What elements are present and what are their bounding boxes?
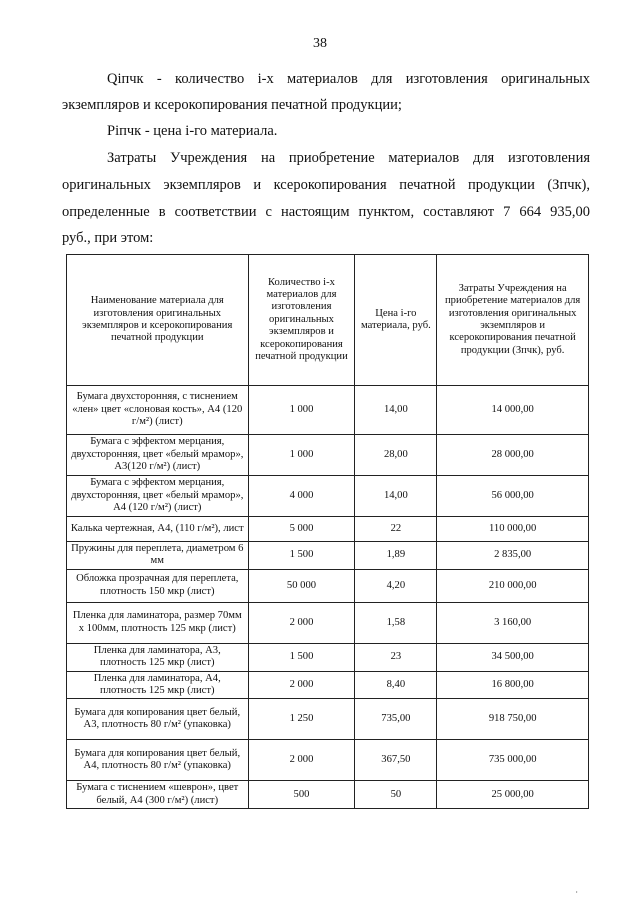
cell-material-name: Бумага с тиснением «шеврон», цвет белый, А4 (300 г/м²) (лист) bbox=[67, 781, 249, 809]
cell-cost: 34 500,00 bbox=[437, 643, 589, 671]
cell-material-name: Пленка для ламинатора, размер 70мм х 100мм, плотность 125 мкр (лист) bbox=[67, 602, 249, 643]
table-row bbox=[67, 602, 589, 643]
cell-quantity: 2 000 bbox=[248, 671, 355, 699]
table-row bbox=[67, 781, 589, 809]
cell-cost: 14 000,00 bbox=[437, 386, 589, 435]
cell-cost: 3 160,00 bbox=[437, 602, 589, 643]
cell-quantity: 1 250 bbox=[248, 699, 355, 740]
table-row bbox=[67, 476, 589, 517]
cell-price: 14,00 bbox=[355, 386, 437, 435]
cell-price: 28,00 bbox=[355, 435, 437, 476]
cell-price: 1,89 bbox=[355, 542, 437, 570]
table-row bbox=[67, 740, 589, 781]
table-header-row bbox=[67, 255, 589, 386]
cell-cost: 735 000,00 bbox=[437, 740, 589, 781]
cell-quantity: 50 000 bbox=[248, 569, 355, 602]
cell-price: 50 bbox=[355, 781, 437, 809]
table-row bbox=[67, 435, 589, 476]
cell-material-name: Пружины для переплета, диаметром 6 мм bbox=[67, 542, 249, 570]
cell-material-name: Обложка прозрачная для переплета, плотность 150 мкр (лист) bbox=[67, 569, 249, 602]
cell-material-name: Бумага для копирования цвет белый, А3, плотность 80 г/м² (упаковка) bbox=[67, 699, 249, 740]
cell-quantity: 500 bbox=[248, 781, 355, 809]
cell-cost: 25 000,00 bbox=[437, 781, 589, 809]
cell-quantity: 4 000 bbox=[248, 476, 355, 517]
header-material-name: Наименование материала для изготовления оригинальных экземпляров и ксерокопирования печатной продукции bbox=[67, 255, 249, 386]
table-row bbox=[67, 671, 589, 699]
cost-paragraph-line4: руб., при этом: bbox=[62, 230, 154, 246]
cell-quantity: 1 500 bbox=[248, 643, 355, 671]
pi-definition: Piпчк - цена i-го материала. bbox=[107, 123, 278, 139]
cell-quantity: 1 000 bbox=[248, 435, 355, 476]
cell-quantity: 5 000 bbox=[248, 517, 355, 542]
cell-cost: 210 000,00 bbox=[437, 569, 589, 602]
header-quantity: Количество i-х материалов для изготовления оригинальных экземпляров и ксерокопирования печатной продукции bbox=[248, 255, 355, 386]
cell-material-name: Пленка для ламинатора, А3, плотность 125 мкр (лист) bbox=[67, 643, 249, 671]
cell-cost: 110 000,00 bbox=[437, 517, 589, 542]
cost-paragraph-line2: оригинальных экземпляров и ксерокопирования печатной продукции (Зпчк), bbox=[62, 177, 590, 193]
table-row bbox=[67, 542, 589, 570]
header-cost: Затраты Учреждения на приобретение материалов для изготовления оригинальных экземпляров и ксерокопирования печатной продукции (Зпчк), руб. bbox=[437, 255, 589, 386]
cost-paragraph-line1: Затраты Учреждения на приобретение материалов для изготовления bbox=[107, 150, 590, 166]
qi-definition-line2: экземпляров и ксерокопирования печатной продукции; bbox=[62, 97, 402, 113]
qi-definition-line1: Qiпчк - количество i-х материалов для изготовления оригинальных bbox=[107, 71, 590, 87]
cell-material-name: Бумага с эффектом мерцания, двухсторонняя, цвет «белый мрамор», А4 (120 г/м²) (лист) bbox=[67, 476, 249, 517]
cell-price: 367,50 bbox=[355, 740, 437, 781]
cost-paragraph-line3: определенные в соответствии с настоящим пунктом, составляют 7 664 935,00 bbox=[62, 204, 590, 220]
table-row bbox=[67, 517, 589, 542]
table-body bbox=[67, 386, 589, 809]
cell-price: 8,40 bbox=[355, 671, 437, 699]
cell-cost: 16 800,00 bbox=[437, 671, 589, 699]
cell-cost: 56 000,00 bbox=[437, 476, 589, 517]
cell-material-name: Пленка для ламинатора, А4, плотность 125 мкр (лист) bbox=[67, 671, 249, 699]
cell-price: 1,58 bbox=[355, 602, 437, 643]
cell-quantity: 2 000 bbox=[248, 602, 355, 643]
cell-quantity: 2 000 bbox=[248, 740, 355, 781]
cell-price: 4,20 bbox=[355, 569, 437, 602]
table-row bbox=[67, 569, 589, 602]
cell-material-name: Калька чертежная, А4, (110 г/м²), лист bbox=[67, 517, 249, 542]
cell-material-name: Бумага двухсторонняя, с тиснением «лен» цвет «слоновая кость», А4 (120 г/м²) (лист) bbox=[67, 386, 249, 435]
table-row bbox=[67, 699, 589, 740]
table-row bbox=[67, 386, 589, 435]
cell-price: 735,00 bbox=[355, 699, 437, 740]
cell-quantity: 1 000 bbox=[248, 386, 355, 435]
cell-material-name: Бумага с эффектом мерцания, двухсторонняя, цвет «белый мрамор», А3(120 г/м²) (лист) bbox=[67, 435, 249, 476]
cell-quantity: 1 500 bbox=[248, 542, 355, 570]
cell-price: 23 bbox=[355, 643, 437, 671]
cell-material-name: Бумага для копирования цвет белый, А4, плотность 80 г/м² (упаковка) bbox=[67, 740, 249, 781]
header-price: Цена i-го материала, руб. bbox=[355, 255, 437, 386]
cell-price: 14,00 bbox=[355, 476, 437, 517]
page-number: 38 bbox=[313, 36, 327, 51]
cell-cost: 918 750,00 bbox=[437, 699, 589, 740]
table-row bbox=[67, 643, 589, 671]
corner-mark: · bbox=[575, 888, 578, 897]
cell-cost: 2 835,00 bbox=[437, 542, 589, 570]
materials-table bbox=[66, 254, 589, 809]
cell-price: 22 bbox=[355, 517, 437, 542]
cell-cost: 28 000,00 bbox=[437, 435, 589, 476]
